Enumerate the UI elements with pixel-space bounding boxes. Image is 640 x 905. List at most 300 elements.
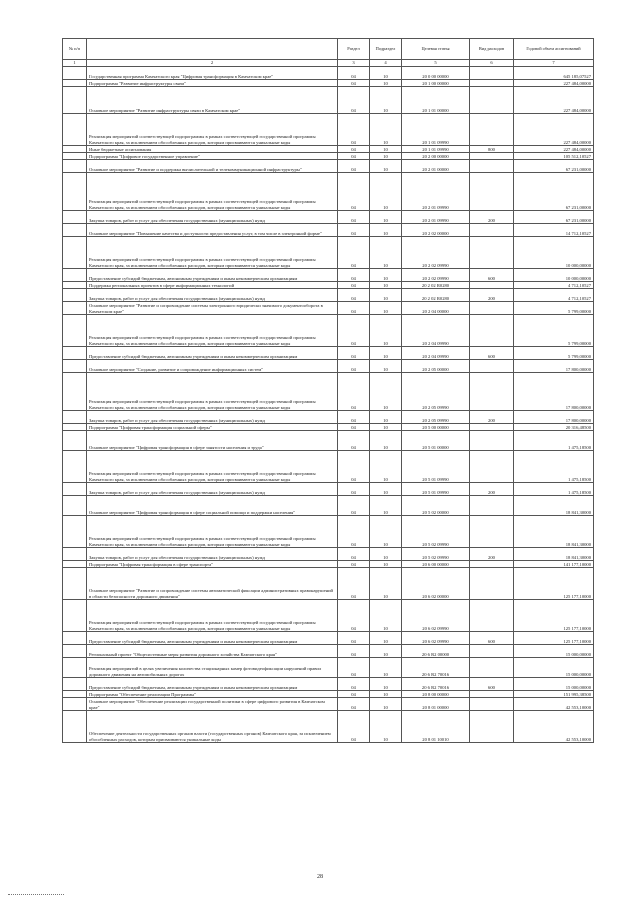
row-subsection-cell: 10 xyxy=(370,347,402,360)
row-subsection-cell: 10 xyxy=(370,451,402,483)
row-amount-cell: 42 553,10000 xyxy=(514,711,594,743)
row-section-cell: 04 xyxy=(338,424,370,431)
row-target-item-cell: 20 6 R2 00000 xyxy=(402,645,470,658)
row-section-cell: 04 xyxy=(338,561,370,568)
row-name-cell: Подпрограмма "Цифровое государственное управление" xyxy=(87,153,338,160)
table-row xyxy=(63,67,594,80)
row-subsection-cell: 10 xyxy=(370,568,402,600)
row-name-cell: Основное мероприятие "Цифровая трансформация в сфере социальной помощи и поддержки населения" xyxy=(87,496,338,516)
row-subsection-cell: 10 xyxy=(370,431,402,451)
row-name-cell: Предоставление субсидий бюджетным, автономным учреждениям и иным некоммерческим организациям xyxy=(87,678,338,691)
row-index-cell xyxy=(63,67,87,80)
row-index-cell xyxy=(63,237,87,269)
row-target-item-cell: 20 5 02 00000 xyxy=(402,496,470,516)
row-expense-type-cell xyxy=(470,282,514,289)
row-index-cell xyxy=(63,516,87,548)
row-name-cell: Закупка товаров, работ и услуг для обеспечения государственных (муниципальных) нужд xyxy=(87,211,338,224)
row-index-cell xyxy=(63,451,87,483)
table-row xyxy=(63,483,594,496)
row-index-cell xyxy=(63,483,87,496)
row-section-cell: 04 xyxy=(338,211,370,224)
row-amount-cell: 125 177,10000 xyxy=(514,600,594,632)
row-expense-type-cell: 600 xyxy=(470,632,514,645)
row-target-item-cell: 20 2 02 R0280 xyxy=(402,289,470,302)
row-expense-type-cell xyxy=(470,431,514,451)
page-number: 28 xyxy=(317,874,323,880)
row-name-cell: Реализация мероприятий соответствующей подпрограммы в рамках соответствующей государственной программы Камчатского края, за исключением обособленных расходов, которым присваиваются уникальные коды xyxy=(87,516,338,548)
row-index-cell xyxy=(63,600,87,632)
row-index-cell xyxy=(63,711,87,743)
col-index: 7 xyxy=(514,60,594,67)
row-amount-cell: 645 185,07527 xyxy=(514,67,594,80)
row-index-cell xyxy=(63,302,87,315)
row-amount-cell: 15 000,00000 xyxy=(514,678,594,691)
row-expense-type-cell: 200 xyxy=(470,483,514,496)
row-subsection-cell: 10 xyxy=(370,711,402,743)
row-amount-cell: 227 484,00000 xyxy=(514,114,594,146)
table-row xyxy=(63,211,594,224)
row-expense-type-cell: 200 xyxy=(470,411,514,424)
row-expense-type-cell xyxy=(470,224,514,237)
row-name-cell: Основное мероприятие "Повышение качества и доступности предоставления услуг, в том числе в электронной форме" xyxy=(87,224,338,237)
row-name-cell: Реализация мероприятий соответствующей подпрограммы в рамках соответствующей государственной программы Камчатского края, за исключением обособленных расходов, которым присваиваются уникальные коды xyxy=(87,237,338,269)
row-subsection-cell: 10 xyxy=(370,658,402,678)
row-section-cell: 04 xyxy=(338,237,370,269)
row-name-cell: Подпрограмма "Цифровая трансформация в сфере транспорта" xyxy=(87,561,338,568)
row-name-cell: Закупка товаров, работ и услуг для обеспечения государственных (муниципальных) нужд xyxy=(87,483,338,496)
row-name-cell: Основное мероприятие "Создание, развитие и сопровождение информационных систем" xyxy=(87,360,338,373)
row-amount-cell: 17 800,00000 xyxy=(514,373,594,411)
row-section-cell: 04 xyxy=(338,516,370,548)
row-target-item-cell: 20 2 04 00000 xyxy=(402,302,470,315)
row-subsection-cell: 10 xyxy=(370,114,402,146)
table-body xyxy=(63,67,594,743)
header-index: № п/п xyxy=(63,39,87,60)
row-target-item-cell: 20 5 01 00000 xyxy=(402,431,470,451)
row-expense-type-cell xyxy=(470,516,514,548)
col-index: 2 xyxy=(87,60,338,67)
row-amount-cell: 1 475,18500 xyxy=(514,431,594,451)
row-amount-cell: 17 800,00000 xyxy=(514,360,594,373)
row-subsection-cell: 10 xyxy=(370,691,402,698)
row-subsection-cell: 10 xyxy=(370,411,402,424)
row-target-item-cell: 20 5 01 09990 xyxy=(402,451,470,483)
row-index-cell xyxy=(63,80,87,87)
row-target-item-cell: 20 5 02 09990 xyxy=(402,516,470,548)
row-target-item-cell: 20 5 01 09990 xyxy=(402,483,470,496)
row-section-cell: 04 xyxy=(338,224,370,237)
row-subsection-cell: 10 xyxy=(370,146,402,153)
row-index-cell xyxy=(63,632,87,645)
row-amount-cell: 67 231,00000 xyxy=(514,211,594,224)
header-name xyxy=(87,39,338,60)
row-subsection-cell: 10 xyxy=(370,548,402,561)
row-subsection-cell: 10 xyxy=(370,424,402,431)
col-index: 1 xyxy=(63,60,87,67)
row-subsection-cell: 10 xyxy=(370,561,402,568)
row-section-cell: 04 xyxy=(338,80,370,87)
row-name-cell: Основное мероприятие "Развитие инфраструктуры связи в Камчатском крае" xyxy=(87,87,338,114)
row-expense-type-cell xyxy=(470,315,514,347)
row-name-cell: Закупка товаров, работ и услуг для обеспечения государственных (муниципальных) нужд xyxy=(87,411,338,424)
row-target-item-cell: 20 2 01 00000 xyxy=(402,160,470,173)
row-amount-cell: 18 841,30000 xyxy=(514,496,594,516)
row-amount-cell: 15 000,00000 xyxy=(514,645,594,658)
row-section-cell: 04 xyxy=(338,568,370,600)
row-target-item-cell: 20 2 04 09990 xyxy=(402,315,470,347)
row-amount-cell: 227 484,00000 xyxy=(514,146,594,153)
row-target-item-cell: 20 6 R2 70016 xyxy=(402,678,470,691)
row-index-cell xyxy=(63,645,87,658)
row-name-cell: Предоставление субсидий бюджетным, автономным учреждениям и иным некоммерческим организациям xyxy=(87,347,338,360)
row-section-cell: 04 xyxy=(338,600,370,632)
row-expense-type-cell: 600 xyxy=(470,347,514,360)
row-amount-cell: 105 512,10527 xyxy=(514,153,594,160)
row-name-cell: Реализация мероприятий соответствующей подпрограммы в рамках соответствующей государственной программы Камчатского края, за исключением обособленных расходов, которым присваиваются уникальные коды xyxy=(87,451,338,483)
header-row xyxy=(63,39,594,60)
row-target-item-cell: 20 2 05 09990 xyxy=(402,373,470,411)
row-subsection-cell: 10 xyxy=(370,80,402,87)
row-section-cell: 04 xyxy=(338,315,370,347)
table-row xyxy=(63,80,594,87)
budget-table xyxy=(62,38,594,743)
row-target-item-cell: 20 5 02 09990 xyxy=(402,548,470,561)
row-index-cell xyxy=(63,424,87,431)
row-section-cell: 04 xyxy=(338,146,370,153)
row-index-cell xyxy=(63,568,87,600)
table-row xyxy=(63,347,594,360)
row-target-item-cell: 20 2 02 09990 xyxy=(402,269,470,282)
table-row xyxy=(63,153,594,160)
row-expense-type-cell: 600 xyxy=(470,269,514,282)
row-expense-type-cell: 800 xyxy=(470,146,514,153)
row-subsection-cell: 10 xyxy=(370,160,402,173)
row-name-cell: Подпрограмма "Цифровая трансформация социальной сферы" xyxy=(87,424,338,431)
row-expense-type-cell xyxy=(470,160,514,173)
row-expense-type-cell xyxy=(470,114,514,146)
row-subsection-cell: 10 xyxy=(370,237,402,269)
row-subsection-cell: 10 xyxy=(370,496,402,516)
row-target-item-cell: 20 6 02 09990 xyxy=(402,632,470,645)
row-name-cell: Предоставление субсидий бюджетным, автономным учреждениям и иным некоммерческим организациям xyxy=(87,632,338,645)
row-subsection-cell: 10 xyxy=(370,289,402,302)
row-expense-type-cell xyxy=(470,237,514,269)
row-expense-type-cell xyxy=(470,302,514,315)
row-amount-cell: 17 800,00000 xyxy=(514,411,594,424)
row-section-cell: 04 xyxy=(338,289,370,302)
row-target-item-cell: 20 2 01 09990 xyxy=(402,211,470,224)
row-expense-type-cell xyxy=(470,360,514,373)
row-section-cell: 04 xyxy=(338,373,370,411)
row-expense-type-cell xyxy=(470,153,514,160)
row-index-cell xyxy=(63,315,87,347)
row-index-cell xyxy=(63,548,87,561)
table-row xyxy=(63,711,594,743)
row-amount-cell: 10 000,00000 xyxy=(514,237,594,269)
row-section-cell: 04 xyxy=(338,153,370,160)
row-amount-cell: 67 231,00000 xyxy=(514,160,594,173)
row-index-cell xyxy=(63,347,87,360)
row-subsection-cell: 10 xyxy=(370,153,402,160)
row-expense-type-cell xyxy=(470,711,514,743)
row-subsection-cell: 10 xyxy=(370,87,402,114)
table-row xyxy=(63,451,594,483)
row-name-cell: Государственная программа Камчатского края "Цифровая трансформация в Камчатском крае" xyxy=(87,67,338,80)
row-subsection-cell: 10 xyxy=(370,302,402,315)
row-amount-cell: 5 799,00000 xyxy=(514,347,594,360)
row-section-cell: 04 xyxy=(338,632,370,645)
row-amount-cell: 125 177,10000 xyxy=(514,632,594,645)
row-target-item-cell: 20 1 01 09990 xyxy=(402,146,470,153)
row-index-cell xyxy=(63,691,87,698)
row-index-cell xyxy=(63,561,87,568)
row-section-cell: 04 xyxy=(338,483,370,496)
row-amount-cell: 4 712,10527 xyxy=(514,289,594,302)
row-section-cell: 04 xyxy=(338,160,370,173)
row-section-cell: 04 xyxy=(338,548,370,561)
row-name-cell: Реализация мероприятий соответствующей подпрограммы в рамках соответствующей государственной программы Камчатского края, за исключением обособленных расходов, которым присваиваются уникальные коды xyxy=(87,173,338,211)
table-row xyxy=(63,160,594,173)
row-section-cell: 04 xyxy=(338,269,370,282)
row-index-cell xyxy=(63,678,87,691)
row-section-cell: 04 xyxy=(338,302,370,315)
row-index-cell xyxy=(63,431,87,451)
row-amount-cell: 125 177,10000 xyxy=(514,568,594,600)
row-name-cell: Реализация мероприятий соответствующей подпрограммы в рамках соответствующей государственной программы Камчатского края, за исключением обособленных расходов, которым присваиваются уникальные коды xyxy=(87,373,338,411)
table-row xyxy=(63,568,594,600)
row-expense-type-cell xyxy=(470,424,514,431)
row-expense-type-cell xyxy=(470,67,514,80)
row-target-item-cell: 20 6 00 00000 xyxy=(402,561,470,568)
row-expense-type-cell xyxy=(470,600,514,632)
header-annual-amount: Годовой объем ассигнований xyxy=(514,39,594,60)
row-expense-type-cell: 200 xyxy=(470,211,514,224)
row-expense-type-cell xyxy=(470,451,514,483)
row-amount-cell: 18 841,30000 xyxy=(514,548,594,561)
table-row xyxy=(63,224,594,237)
row-section-cell: 04 xyxy=(338,282,370,289)
table-row xyxy=(63,548,594,561)
row-expense-type-cell xyxy=(470,561,514,568)
row-section-cell: 04 xyxy=(338,114,370,146)
row-expense-type-cell: 200 xyxy=(470,289,514,302)
row-section-cell: 04 xyxy=(338,496,370,516)
row-section-cell: 04 xyxy=(338,711,370,743)
row-subsection-cell: 10 xyxy=(370,373,402,411)
table-row xyxy=(63,289,594,302)
column-index-row xyxy=(63,60,594,67)
row-amount-cell: 20 316,48500 xyxy=(514,424,594,431)
row-target-item-cell: 20 2 02 09990 xyxy=(402,237,470,269)
row-index-cell xyxy=(63,211,87,224)
row-expense-type-cell xyxy=(470,691,514,698)
table-row xyxy=(63,114,594,146)
row-index-cell xyxy=(63,282,87,289)
row-name-cell: Основное мероприятие "Обеспечение реализации государственной политики в сфере цифрового развития в Камчатском крае" xyxy=(87,698,338,711)
table-row xyxy=(63,411,594,424)
row-section-cell: 04 xyxy=(338,678,370,691)
table-row xyxy=(63,315,594,347)
row-subsection-cell: 10 xyxy=(370,67,402,80)
row-name-cell: Закупка товаров, работ и услуг для обеспечения государственных (муниципальных) нужд xyxy=(87,548,338,561)
row-subsection-cell: 10 xyxy=(370,632,402,645)
row-expense-type-cell: 200 xyxy=(470,548,514,561)
row-subsection-cell: 10 xyxy=(370,678,402,691)
row-section-cell: 04 xyxy=(338,698,370,711)
table-row xyxy=(63,302,594,315)
row-expense-type-cell xyxy=(470,645,514,658)
row-target-item-cell: 20 5 00 00000 xyxy=(402,424,470,431)
row-index-cell xyxy=(63,373,87,411)
row-expense-type-cell xyxy=(470,173,514,211)
row-index-cell xyxy=(63,160,87,173)
row-name-cell: Подпрограмма "Обеспечение реализации Программы" xyxy=(87,691,338,698)
row-target-item-cell: 20 6 02 09990 xyxy=(402,600,470,632)
col-index: 3 xyxy=(338,60,370,67)
row-amount-cell: 67 231,00000 xyxy=(514,173,594,211)
row-section-cell: 04 xyxy=(338,411,370,424)
table-row xyxy=(63,496,594,516)
row-section-cell: 04 xyxy=(338,645,370,658)
row-index-cell xyxy=(63,146,87,153)
table-row xyxy=(63,360,594,373)
row-name-cell: Подпрограмма "Развитие инфраструктуры связи" xyxy=(87,80,338,87)
row-name-cell: Реализация мероприятий соответствующей подпрограммы в рамках соответствующей государственной программы Камчатского края, за исключением обособленных расходов, которым присваиваются уникальные коды xyxy=(87,315,338,347)
row-name-cell: Основное мероприятие "Цифровая трансформация в сфере занятости населения и труда" xyxy=(87,431,338,451)
table-row xyxy=(63,645,594,658)
row-name-cell: Основное мероприятие "Развитие и сопровождение системы электронного юридически значимого документооборота в Камчатском крае" xyxy=(87,302,338,315)
row-amount-cell: 4 712,10527 xyxy=(514,282,594,289)
row-name-cell: Региональный проект "Общесистемные меры развития дорожного хозяйства Камчатского края" xyxy=(87,645,338,658)
row-amount-cell: 42 553,10000 xyxy=(514,698,594,711)
row-subsection-cell: 10 xyxy=(370,645,402,658)
row-amount-cell: 1 475,18500 xyxy=(514,483,594,496)
table-row xyxy=(63,678,594,691)
row-amount-cell: 227 484,00000 xyxy=(514,87,594,114)
row-amount-cell: 227 484,00000 xyxy=(514,80,594,87)
row-amount-cell: 10 000,00000 xyxy=(514,269,594,282)
row-amount-cell: 18 841,30000 xyxy=(514,516,594,548)
row-section-cell: 04 xyxy=(338,658,370,678)
row-index-cell xyxy=(63,87,87,114)
row-index-cell xyxy=(63,224,87,237)
row-subsection-cell: 10 xyxy=(370,360,402,373)
row-expense-type-cell xyxy=(470,80,514,87)
row-target-item-cell: 20 6 R2 70016 xyxy=(402,658,470,678)
header-subsection: Подраздел xyxy=(370,39,402,60)
header-section: Раздел xyxy=(338,39,370,60)
row-section-cell: 04 xyxy=(338,67,370,80)
col-index: 6 xyxy=(470,60,514,67)
row-expense-type-cell xyxy=(470,496,514,516)
table-row xyxy=(63,146,594,153)
row-subsection-cell: 10 xyxy=(370,282,402,289)
row-amount-cell: 14 712,10527 xyxy=(514,224,594,237)
row-subsection-cell: 10 xyxy=(370,315,402,347)
row-name-cell: Предоставление субсидий бюджетным, автономным учреждениям и иным некоммерческим организациям xyxy=(87,269,338,282)
header-expense-type: Вид расходов xyxy=(470,39,514,60)
row-subsection-cell: 10 xyxy=(370,211,402,224)
table-row xyxy=(63,173,594,211)
budget-table-sheet xyxy=(62,38,593,743)
header-target-item: Целевая статья xyxy=(402,39,470,60)
row-name-cell: Реализация мероприятий соответствующей подпрограммы в рамках соответствующей государственной программы Камчатского края, за исключением обособленных расходов, которым присваиваются уникальные коды xyxy=(87,600,338,632)
table-row xyxy=(63,373,594,411)
row-name-cell: Иные бюджетные ассигнования xyxy=(87,146,338,153)
row-amount-cell: 5 799,00000 xyxy=(514,302,594,315)
row-section-cell: 04 xyxy=(338,360,370,373)
row-expense-type-cell: 600 xyxy=(470,678,514,691)
row-index-cell xyxy=(63,411,87,424)
row-index-cell xyxy=(63,360,87,373)
row-subsection-cell: 10 xyxy=(370,483,402,496)
row-section-cell: 04 xyxy=(338,347,370,360)
row-section-cell: 04 xyxy=(338,451,370,483)
row-section-cell: 04 xyxy=(338,87,370,114)
table-row xyxy=(63,691,594,698)
row-amount-cell: 151 995,38500 xyxy=(514,691,594,698)
row-index-cell xyxy=(63,698,87,711)
footer-rule xyxy=(8,894,64,896)
col-index: 4 xyxy=(370,60,402,67)
row-target-item-cell: 20 8 01 00000 xyxy=(402,698,470,711)
row-index-cell xyxy=(63,173,87,211)
row-subsection-cell: 10 xyxy=(370,516,402,548)
row-name-cell: Реализация мероприятий соответствующей подпрограммы в рамках соответствующей государственной программы Камчатского края, за исключением обособленных расходов, которым присваиваются уникальные коды xyxy=(87,114,338,146)
row-expense-type-cell xyxy=(470,568,514,600)
row-name-cell: Основное мероприятие "Развитие и поддержка вычислительной и телекоммуникационной инфраструктуры" xyxy=(87,160,338,173)
row-target-item-cell: 20 0 00 00000 xyxy=(402,67,470,80)
row-target-item-cell: 20 2 00 00000 xyxy=(402,153,470,160)
row-target-item-cell: 20 2 05 09990 xyxy=(402,411,470,424)
row-subsection-cell: 10 xyxy=(370,269,402,282)
row-subsection-cell: 10 xyxy=(370,173,402,211)
table-row xyxy=(63,282,594,289)
table-row xyxy=(63,424,594,431)
table-row xyxy=(63,658,594,678)
row-expense-type-cell xyxy=(470,87,514,114)
row-section-cell: 04 xyxy=(338,691,370,698)
table-row xyxy=(63,269,594,282)
table-row xyxy=(63,516,594,548)
row-target-item-cell: 20 8 01 10010 xyxy=(402,711,470,743)
row-expense-type-cell xyxy=(470,698,514,711)
row-amount-cell: 141 177,10000 xyxy=(514,561,594,568)
row-index-cell xyxy=(63,658,87,678)
row-subsection-cell: 10 xyxy=(370,600,402,632)
col-index: 5 xyxy=(402,60,470,67)
row-index-cell xyxy=(63,496,87,516)
row-subsection-cell: 10 xyxy=(370,698,402,711)
table-row xyxy=(63,237,594,269)
row-name-cell: Закупка товаров, работ и услуг для обеспечения государственных (муниципальных) нужд xyxy=(87,289,338,302)
row-name-cell: Основное мероприятие "Развитие и сопровождение системы автоматической фиксации административных правонарушений в области безопасности дорожного движения" xyxy=(87,568,338,600)
row-target-item-cell: 20 2 02 R0280 xyxy=(402,282,470,289)
row-target-item-cell: 20 2 05 00000 xyxy=(402,360,470,373)
row-name-cell: Поддержка региональных проектов в сфере информационных технологий xyxy=(87,282,338,289)
row-index-cell xyxy=(63,269,87,282)
table-row xyxy=(63,87,594,114)
table-row xyxy=(63,431,594,451)
row-index-cell xyxy=(63,153,87,160)
row-expense-type-cell xyxy=(470,658,514,678)
table-row xyxy=(63,698,594,711)
row-target-item-cell: 20 1 00 00000 xyxy=(402,80,470,87)
row-index-cell xyxy=(63,114,87,146)
row-target-item-cell: 20 2 04 09990 xyxy=(402,347,470,360)
row-target-item-cell: 20 1 01 00000 xyxy=(402,87,470,114)
row-expense-type-cell xyxy=(470,373,514,411)
